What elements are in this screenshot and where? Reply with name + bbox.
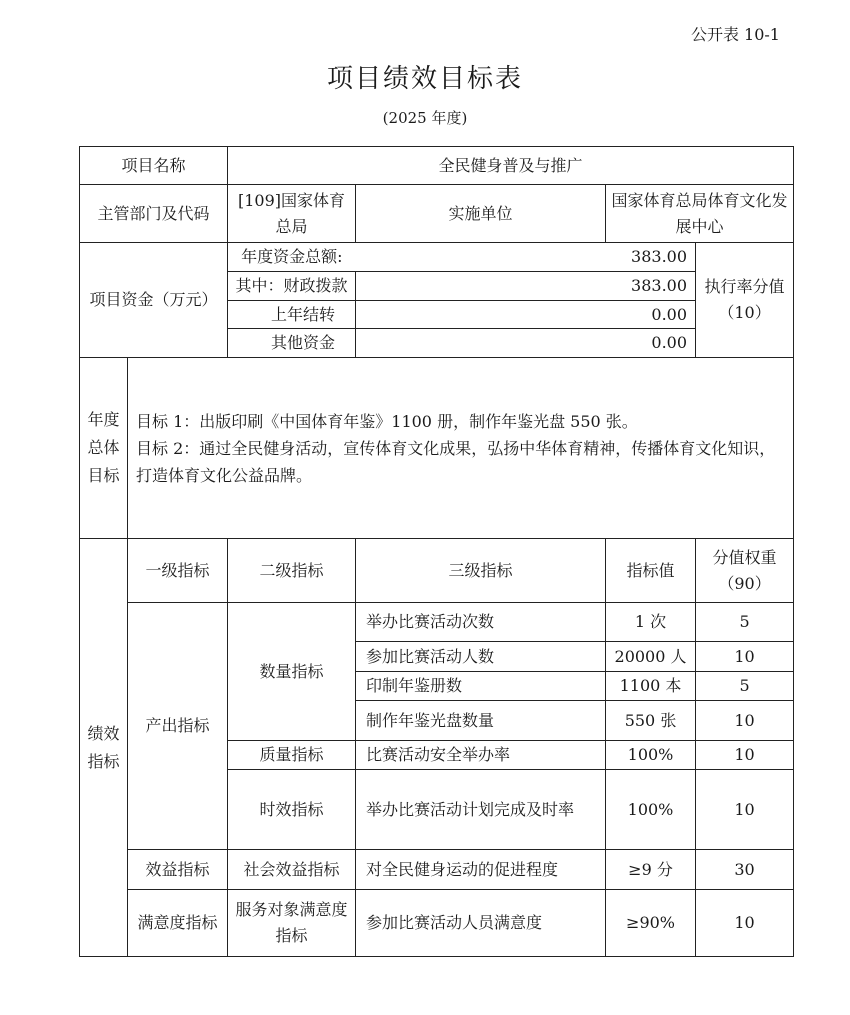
service-satisfaction-label: 服务对象满意度指标: [228, 890, 356, 957]
form-code: 公开表 10-1: [690, 25, 780, 44]
table-row-weight: 10: [696, 741, 794, 770]
quality-indicator-label: 质量指标: [228, 741, 356, 770]
quantity-indicator-label: 数量指标: [228, 603, 356, 741]
fiscal-label: 其中：财政拨款: [228, 272, 356, 301]
header-level3: 三级指标: [356, 539, 606, 603]
table-row-value: 20000 人: [606, 642, 696, 672]
fiscal-value: 383.00: [356, 272, 696, 301]
dept-value: [109]国家体育总局: [228, 185, 356, 243]
other-funds-value: 0.00: [356, 329, 696, 358]
table-row-name: 对全民健身运动的促进程度: [356, 850, 606, 890]
table-row-weight: 10: [696, 701, 794, 741]
satisfaction-indicator-label: 满意度指标: [128, 890, 228, 957]
header-level1: 一级指标: [128, 539, 228, 603]
total-funds-label: 年度资金总额:: [228, 243, 356, 272]
other-funds-label: 其他资金: [228, 329, 356, 358]
total-funds-value: 383.00: [356, 243, 696, 272]
exec-rate-label: 执行率分值（10）: [696, 243, 794, 358]
project-name-label: 项目名称: [80, 147, 228, 185]
impl-unit-label: 实施单位: [356, 185, 606, 243]
dept-label: 主管部门及代码: [80, 185, 228, 243]
table-row-name: 参加比赛活动人数: [356, 642, 606, 672]
table-row-weight: 10: [696, 890, 794, 957]
table-row-name: 参加比赛活动人员满意度: [356, 890, 606, 957]
table-row-value: ≥9 分: [606, 850, 696, 890]
table-row-weight: 30: [696, 850, 794, 890]
impl-unit-value: 国家体育总局体育文化发展中心: [606, 185, 794, 243]
table-row-weight: 10: [696, 642, 794, 672]
table-row-weight: 10: [696, 770, 794, 850]
table-row-value: 550 张: [606, 701, 696, 741]
table-row-weight: 5: [696, 672, 794, 701]
table-row-name: 举办比赛活动计划完成及时率: [356, 770, 606, 850]
annual-goals-label: 年度总体目标: [80, 358, 128, 539]
funds-label: 项目资金（万元）: [80, 243, 228, 358]
carryover-label: 上年结转: [228, 301, 356, 329]
header-value: 指标值: [606, 539, 696, 603]
table-row-value: 100%: [606, 741, 696, 770]
table-row-name: 制作年鉴光盘数量: [356, 701, 606, 741]
benefit-indicator-label: 效益指标: [128, 850, 228, 890]
table-row-name: 举办比赛活动次数: [356, 603, 606, 642]
header-weight: 分值权重（90）: [696, 539, 794, 603]
table-row-name: 印制年鉴册数: [356, 672, 606, 701]
annual-goals-text: [128, 358, 794, 539]
table-row-value: 100%: [606, 770, 696, 850]
table-row-value: ≥90%: [606, 890, 696, 957]
timeliness-indicator-label: 时效指标: [228, 770, 356, 850]
output-indicator-label: 产出指标: [128, 603, 228, 850]
table-row-value: 1 次: [606, 603, 696, 642]
table-row-value: 1100 本: [606, 672, 696, 701]
goal-2: 目标 2：通过全民健身活动，宣传体育文化成果，弘扬中华体育精神，传播体育文化知识，打造体育文化公益品牌。: [136, 438, 776, 485]
table-row-name: 比赛活动安全举办率: [356, 741, 606, 770]
performance-target-table: [79, 146, 794, 957]
carryover-value: 0.00: [356, 301, 696, 329]
indicators-label: 绩效指标: [80, 539, 128, 957]
table-row-weight: 5: [696, 603, 794, 642]
social-benefit-label: 社会效益指标: [228, 850, 356, 890]
header-level2: 二级指标: [228, 539, 356, 603]
year-label: (2025 年度): [382, 109, 468, 127]
project-name-value: 全民健身普及与推广: [228, 147, 794, 185]
page-title: 项目绩效目标表: [326, 64, 523, 94]
goal-1: 目标 1：出版印刷《中国体育年鉴》1100 册，制作年鉴光盘 550 张。: [136, 411, 638, 431]
